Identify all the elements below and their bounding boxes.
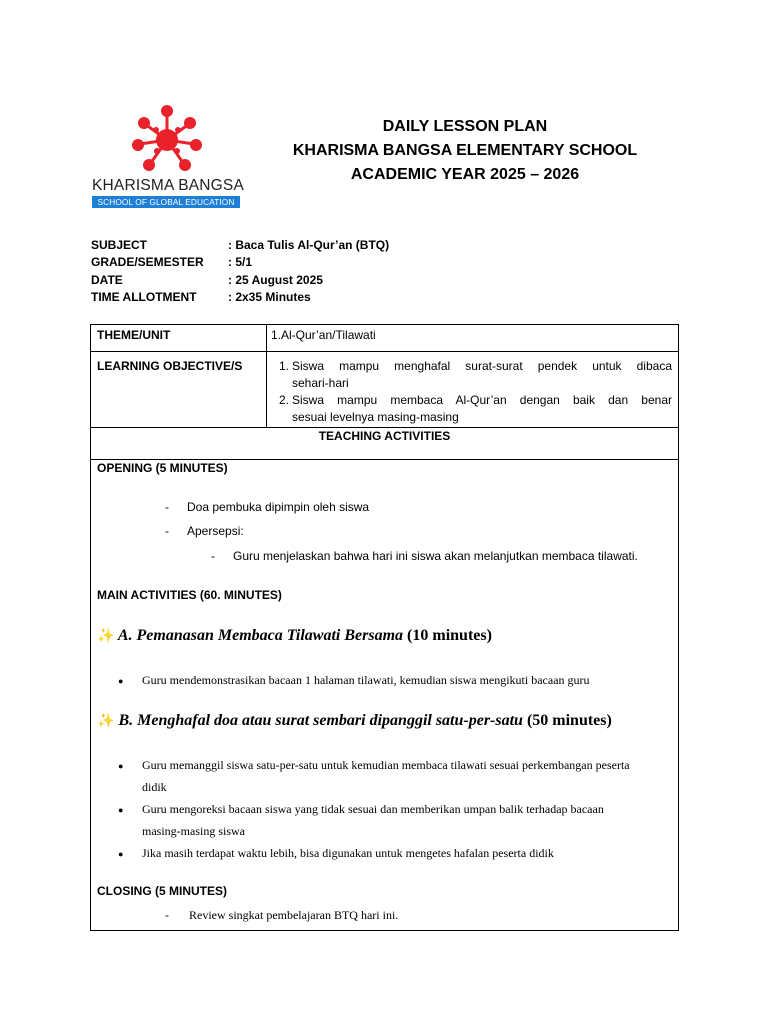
opening-sub-item: Guru menjelaskan bahwa hari ini siswa akan melanjutkan membaca tilawati. (233, 549, 638, 563)
dash-marker: - (211, 549, 215, 563)
doc-title: DAILY LESSON PLAN (382, 118, 548, 135)
dash-marker: - (165, 524, 169, 538)
sparkles-icon: ✨ (97, 713, 115, 729)
objective-text: Siswa mampu membaca Al-Qur’an dengan baik dan benar (292, 393, 672, 407)
objective-number: 2. (279, 393, 290, 407)
school-logo (90, 104, 245, 210)
bullet-icon: ● (118, 805, 124, 815)
section-b-heading (97, 712, 612, 730)
section-b-bullet (142, 798, 604, 842)
bullet-icon: ● (118, 676, 124, 686)
logo-name: KHARISMA BANGSA (92, 177, 245, 194)
objective-item (292, 358, 672, 392)
bullet-line: Guru mengoreksi bacaan siswa yang tidak sesuai dan memberikan umpan balik terhadap bacaan (142, 802, 604, 816)
meta-value: : Baca Tulis Al-Qur’an (BTQ) (228, 238, 390, 252)
bullet-line: didik (142, 780, 167, 794)
bullet-line: Guru memanggil siswa satu-per-satu untuk kemudian membaca tilawati sesuai perkembangan peserta (142, 758, 630, 772)
section-a-title: A. Pemanasan Membaca Tilawati Bersama (117, 627, 404, 644)
section-b-bullet (142, 754, 630, 798)
section-a-duration: (10 minutes) (407, 627, 492, 644)
bullet-icon: ● (118, 849, 124, 859)
logo-tagline: SCHOOL OF GLOBAL EDUCATION (92, 196, 240, 208)
teaching-activities-heading: TEACHING ACTIVITIES (318, 429, 451, 443)
objective-text: Siswa mampu menghafal surat-surat pendek untuk dibaca (292, 359, 672, 373)
objective-item (292, 392, 672, 426)
dash-marker: - (165, 500, 169, 514)
meta-label: SUBJECT (91, 238, 148, 252)
meta-value: : 2x35 Minutes (228, 289, 311, 304)
objective-text-cont: sehari-hari (292, 376, 349, 390)
objective-label: LEARNING OBJECTIVE/S (97, 359, 243, 373)
row-divider (91, 351, 678, 352)
bullet-line: masing-masing siswa (142, 824, 245, 838)
academic-year: ACADEMIC YEAR 2025 – 2026 (350, 166, 580, 183)
objective-number: 1. (279, 359, 290, 373)
meta-value: : 5/1 (228, 255, 253, 270)
dash-marker: - (165, 908, 169, 922)
meta-label: DATE (91, 272, 123, 287)
school-name: KHARISMA BANGSA ELEMENTARY SCHOOL (292, 142, 638, 159)
meta-value: : 25 August 2025 (228, 272, 323, 287)
opening-item: Apersepsi: (187, 524, 244, 538)
theme-value: 1.Al-Qur’an/Tilawati (271, 328, 376, 342)
objective-text-cont: sesuai levelnya masing-masing (292, 410, 459, 424)
closing-heading: CLOSING (5 MINUTES) (97, 884, 228, 898)
sparkles-icon: ✨ (97, 628, 115, 644)
meta-label: GRADE/SEMESTER (91, 255, 204, 270)
section-a-bullet: Guru mendemonstrasikan bacaan 1 halaman tilawati, kemudian siswa mengikuti bacaan guru (142, 673, 590, 687)
meta-label: TIME ALLOTMENT (91, 289, 197, 304)
logo-molecule-icon (130, 104, 204, 174)
theme-label: THEME/UNIT (97, 328, 171, 342)
main-activities-heading: MAIN ACTIVITIES (60. MINUTES) (97, 588, 282, 602)
section-b-bullet: Jika masih terdapat waktu lebih, bisa digunakan untuk mengetes hafalan peserta didik (142, 846, 554, 860)
section-a-heading (97, 627, 492, 645)
section-b-title: B. Menghafal doa atau surat sembari dipanggil satu-per-satu (118, 712, 523, 729)
section-b-duration: (50 minutes) (526, 712, 612, 729)
closing-item: Review singkat pembelajaran BTQ hari ini. (189, 908, 399, 922)
row-divider (91, 459, 678, 460)
bullet-icon: ● (118, 761, 124, 771)
lesson-table (90, 324, 679, 931)
opening-heading: OPENING (5 MINUTES) (97, 461, 228, 475)
row-divider (91, 427, 678, 428)
opening-item: Doa pembuka dipimpin oleh siswa (187, 500, 370, 514)
column-divider (266, 325, 267, 428)
